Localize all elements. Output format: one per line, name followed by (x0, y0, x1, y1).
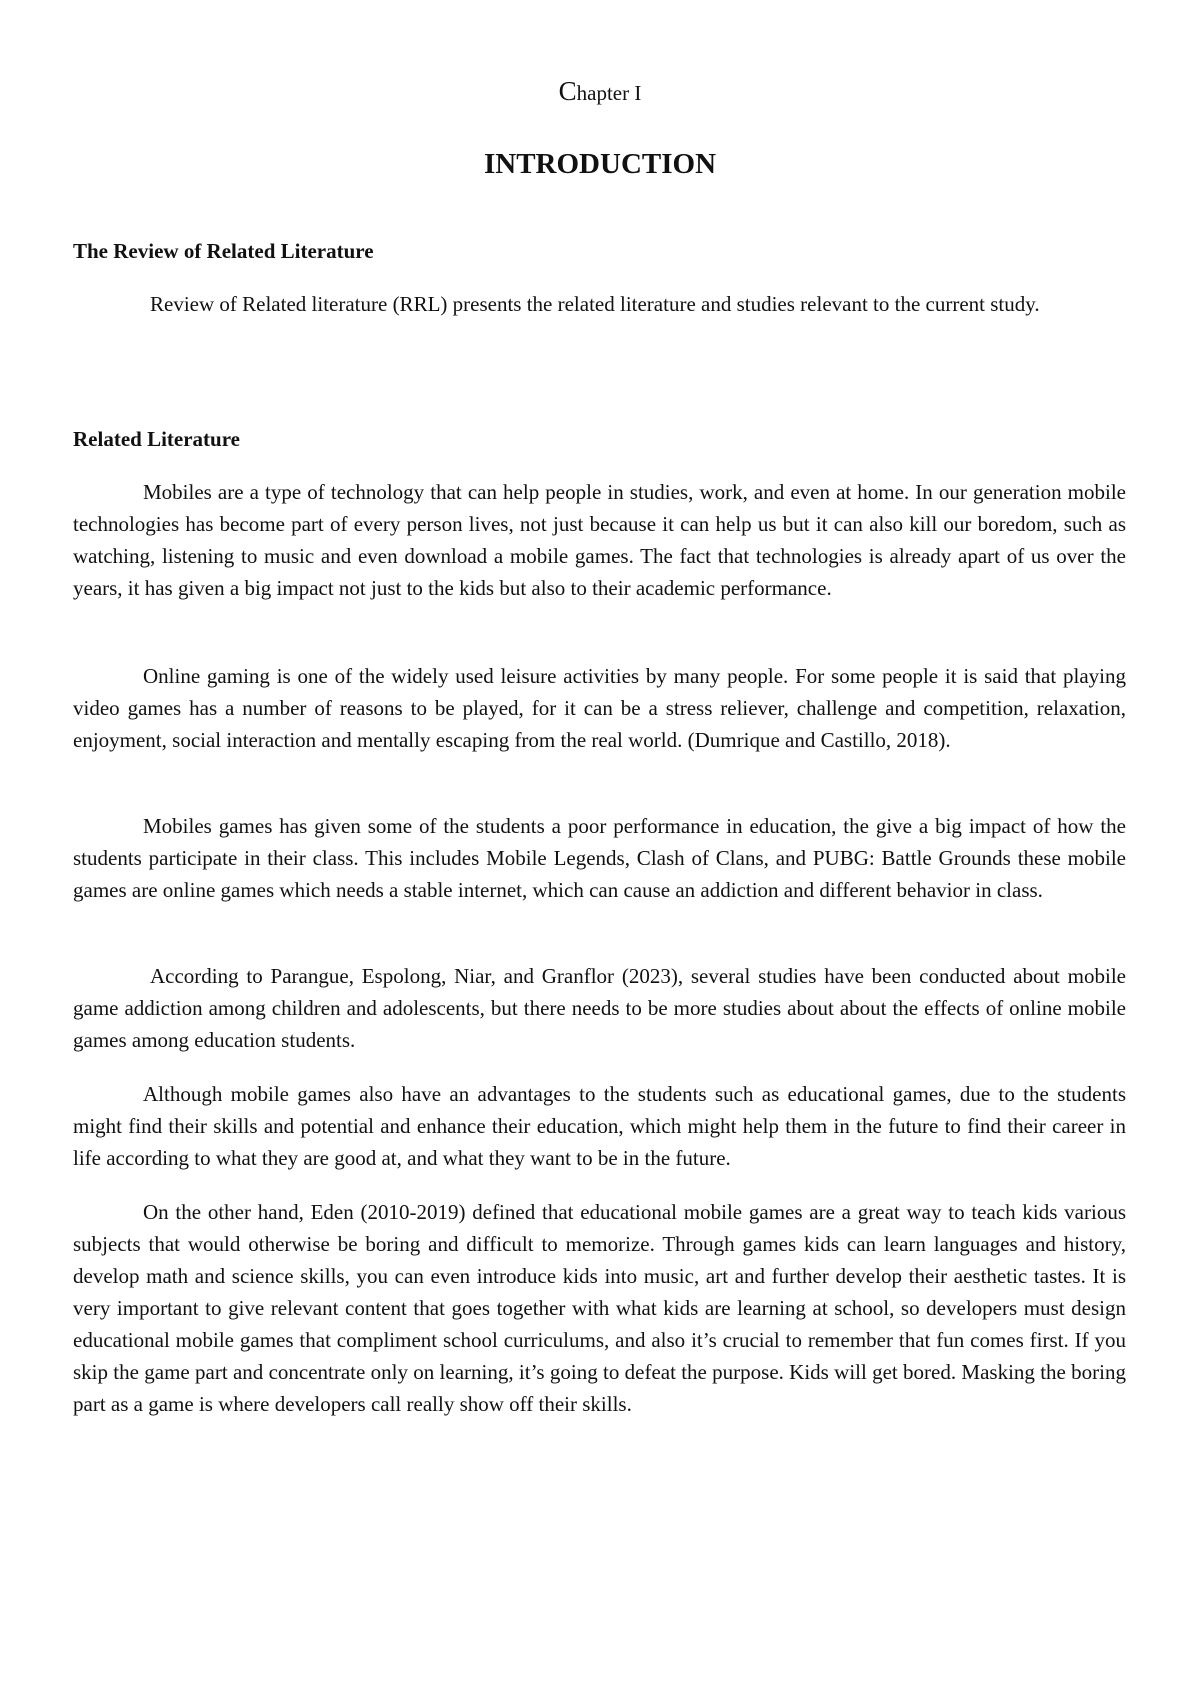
paragraph-4: According to Parangue, Espolong, Niar, and Granflor (2023), several studies have been conducted about mobile game addiction among children and adolescents, but there needs to be more studies about about the effects of online mobile games among education students. (73, 964, 1126, 1052)
section-heading-related-literature: Related Literature (73, 427, 240, 451)
paragraph-1: Mobiles are a type of technology that can help people in studies, work, and even at home. In our generation mobile technologies has become part of every person lives, not just because it can help us but it can also kill our boredom, such as watching, listening to music and even download a mobile games. The fact that technologies is already apart of us over the years, it has given a big impact not just to the kids but also to their academic performance. (73, 480, 1126, 600)
paragraph-3: Mobiles games has given some of the students a poor performance in education, the give a big impact of how the students participate in their class. This includes Mobile Legends, Clash of Clans, and PUBG: Battle Grounds these mobile games are online games which needs a stable internet, which can cause an addiction and different behavior in class. (73, 814, 1126, 902)
section-heading-rrl: The Review of Related Literature (73, 239, 374, 263)
paragraph-2: Online gaming is one of the widely used leisure activities by many people. For some people it is said that playing video games has a number of reasons to be played, for it can be a stress reliever, challenge and competition, relaxation, enjoyment, social interaction and mentally escaping from the real world. (Dumrique and Castillo, 2018). (73, 664, 1126, 752)
chapter-rest: hapter I (576, 81, 642, 105)
paragraph-rrl-intro: Review of Related literature (RRL) presents the related literature and studies relevant to the current study. (150, 292, 1040, 316)
paragraph-5: Although mobile games also have an advantages to the students such as educational games, due to the students might find their skills and potential and enhance their education, which might help them in the future to find their career in life according to what they are good at, and what they want to be in the future. (73, 1082, 1126, 1170)
chapter-initial: C (558, 76, 577, 106)
page-title: INTRODUCTION (483, 148, 717, 180)
paragraph-6: On the other hand, Eden (2010-2019) defined that educational mobile games are a great way to teach kids various subjects that would otherwise be boring and difficult to memorize. Through games kids can learn languages and history, develop math and science skills, you can even introduce kids into music, art and further develop their aesthetic tastes. It is very important to give relevant content that goes together with what kids are learning at school, so developers must design educational mobile games that compliment school curriculums, and also it’s crucial to remember that fun comes first. If you skip the game part and concentrate only on learning, it’s going to defeat the purpose. Kids will get bored. Masking the boring part as a game is where developers call really show off their skills. (73, 1200, 1126, 1416)
chapter-label (0, 76, 1200, 108)
